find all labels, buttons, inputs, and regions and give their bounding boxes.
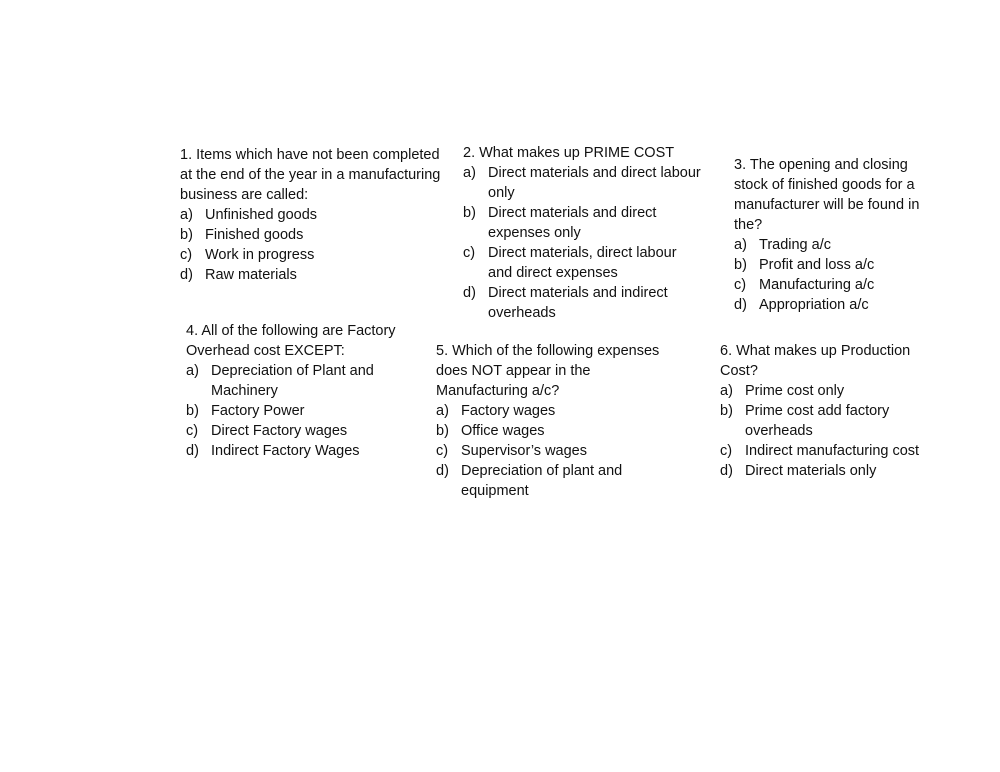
- option-letter: d): [734, 297, 747, 313]
- question-2-options: [463, 163, 703, 323]
- question-2-option-a[interactable]: [463, 163, 703, 203]
- question-4-prompt: 4. All of the following are Factory Overhead cost EXCEPT:: [186, 323, 396, 359]
- question-3-option-d[interactable]: [734, 295, 934, 315]
- option-letter: d): [180, 267, 193, 283]
- option-text: Indirect manufacturing cost: [745, 443, 920, 459]
- option-letter: b): [180, 227, 193, 243]
- question-3-options: [734, 235, 934, 315]
- option-text: Trading a/c: [759, 237, 831, 253]
- option-text: Unfinished goods: [205, 207, 318, 223]
- option-text: Indirect Factory Wages: [211, 443, 360, 459]
- option-letter: c): [720, 443, 733, 459]
- question-5-option-b[interactable]: [436, 421, 686, 441]
- option-letter: d): [720, 463, 733, 479]
- option-text: Direct materials and direct expenses only: [488, 205, 657, 241]
- option-letter: c): [436, 443, 449, 459]
- option-text: Depreciation of plant and equipment: [461, 463, 623, 499]
- option-text: Factory Power: [211, 403, 305, 419]
- option-letter: b): [436, 423, 449, 439]
- question-4-option-a[interactable]: [186, 361, 416, 401]
- question-2-option-b[interactable]: [463, 203, 703, 243]
- question-6-options: [720, 381, 950, 481]
- question-1-option-b[interactable]: [180, 225, 442, 245]
- option-letter: c): [734, 277, 747, 293]
- option-letter: c): [463, 245, 476, 261]
- question-1-option-c[interactable]: [180, 245, 442, 265]
- question-4: [186, 321, 416, 461]
- option-letter: b): [720, 403, 733, 419]
- question-4-option-b[interactable]: [186, 401, 416, 421]
- option-text: Prime cost only: [745, 383, 845, 399]
- option-letter: b): [186, 403, 199, 419]
- option-text: Prime cost add factory overheads: [745, 403, 890, 439]
- question-1-option-a[interactable]: [180, 205, 442, 225]
- question-5: [436, 341, 686, 501]
- option-letter: d): [186, 443, 199, 459]
- option-text: Supervisor’s wages: [461, 443, 587, 459]
- question-5-option-a[interactable]: [436, 401, 686, 421]
- option-text: Profit and loss a/c: [759, 257, 875, 273]
- option-text: Factory wages: [461, 403, 556, 419]
- question-2: [463, 143, 703, 323]
- option-text: Direct Factory wages: [211, 423, 348, 439]
- option-text: Depreciation of Plant and Machinery: [211, 363, 374, 399]
- question-2-option-c[interactable]: [463, 243, 703, 283]
- option-letter: a): [436, 403, 449, 419]
- question-5-options: [436, 401, 686, 501]
- question-6-option-a[interactable]: [720, 381, 950, 401]
- question-5-option-c[interactable]: [436, 441, 686, 461]
- option-text: Raw materials: [205, 267, 297, 283]
- option-letter: b): [734, 257, 747, 273]
- option-letter: a): [180, 207, 193, 223]
- question-3-option-b[interactable]: [734, 255, 934, 275]
- question-4-options: [186, 361, 416, 461]
- question-1: [180, 145, 442, 285]
- question-3-option-a[interactable]: [734, 235, 934, 255]
- option-text: Work in progress: [205, 247, 315, 263]
- option-letter: a): [186, 363, 199, 379]
- option-letter: a): [734, 237, 747, 253]
- question-1-options: [180, 205, 442, 285]
- question-1-option-d[interactable]: [180, 265, 442, 285]
- option-text: Finished goods: [205, 227, 304, 243]
- option-letter: b): [463, 205, 476, 221]
- question-4-option-c[interactable]: [186, 421, 416, 441]
- question-3: [734, 155, 934, 315]
- question-3-option-c[interactable]: [734, 275, 934, 295]
- question-5-option-d[interactable]: [436, 461, 686, 501]
- question-2-option-d[interactable]: [463, 283, 703, 323]
- option-text: Direct materials only: [745, 463, 877, 479]
- question-6-option-d[interactable]: [720, 461, 950, 481]
- option-letter: c): [186, 423, 199, 439]
- question-6-prompt: 6. What makes up Production Cost?: [720, 343, 911, 379]
- question-6-option-b[interactable]: [720, 401, 950, 441]
- option-text: Appropriation a/c: [759, 297, 869, 313]
- question-1-prompt: 1. Items which have not been completed at the end of the year in a manufacturing business are called:: [180, 147, 441, 203]
- option-text: Office wages: [461, 423, 545, 439]
- option-text: Direct materials and direct labour only: [488, 165, 701, 201]
- question-3-prompt: 3. The opening and closing stock of finished goods for a manufacturer will be found in the?: [734, 157, 920, 233]
- option-letter: d): [463, 285, 476, 301]
- option-letter: c): [180, 247, 193, 263]
- question-5-prompt: 5. Which of the following expenses does NOT appear in the Manufacturing a/c?: [436, 343, 660, 399]
- question-6: [720, 341, 950, 481]
- option-letter: d): [436, 463, 449, 479]
- option-text: Direct materials and indirect overheads: [488, 285, 668, 321]
- option-text: Manufacturing a/c: [759, 277, 875, 293]
- question-6-option-c[interactable]: [720, 441, 950, 461]
- option-text: Direct materials, direct labour and direct expenses: [488, 245, 677, 281]
- question-4-option-d[interactable]: [186, 441, 416, 461]
- option-letter: a): [720, 383, 733, 399]
- question-2-prompt: 2. What makes up PRIME COST: [463, 145, 675, 161]
- option-letter: a): [463, 165, 476, 181]
